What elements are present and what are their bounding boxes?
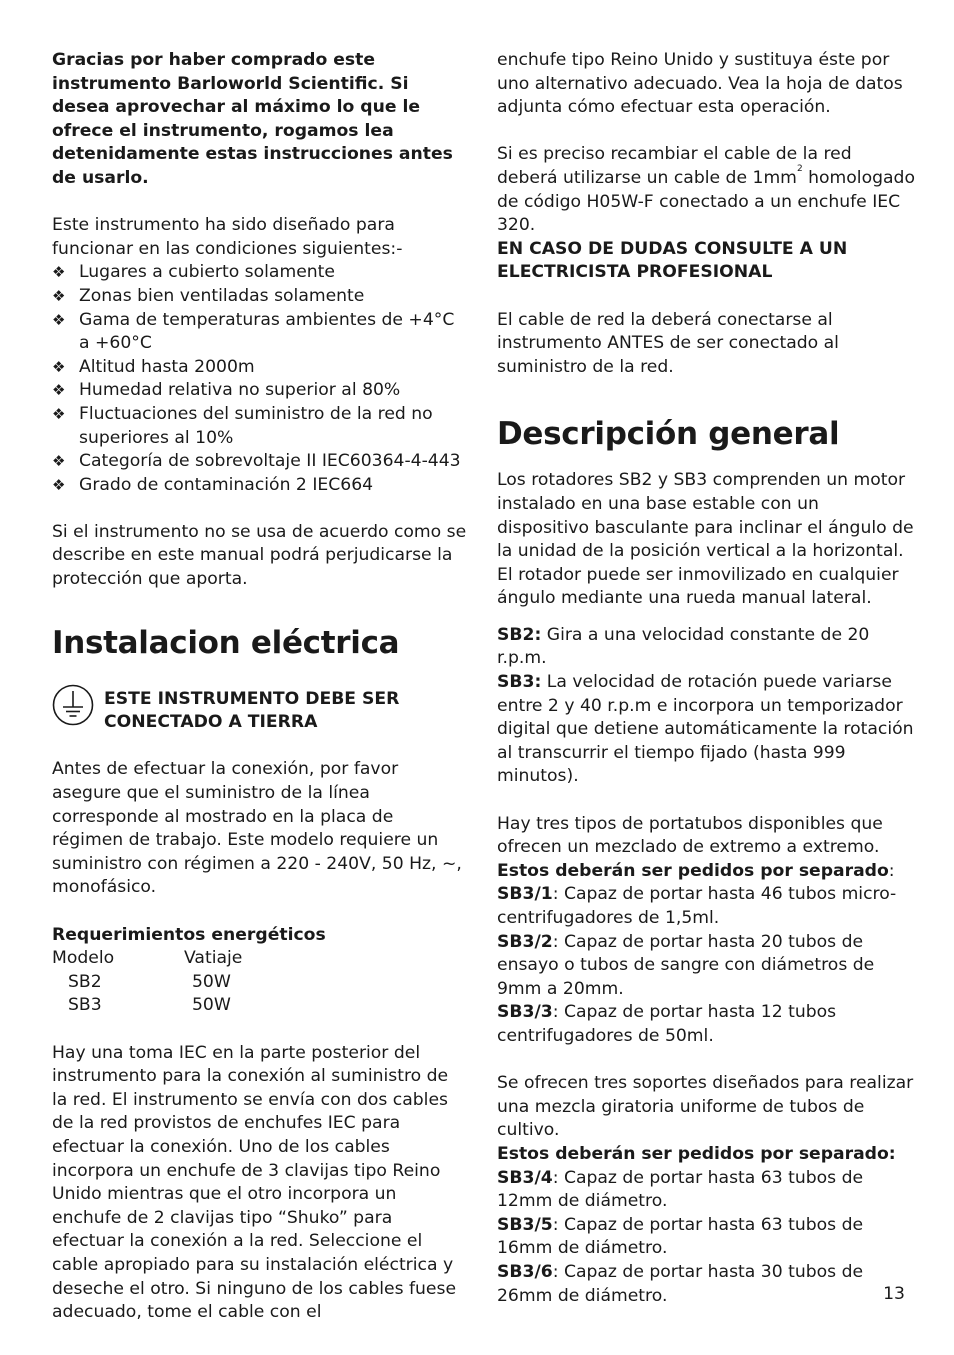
diamond-bullet-icon: ❖ [52,286,66,305]
section-title-electrical: Instalacion eléctrica [52,624,400,661]
diamond-bullet-icon: ❖ [52,404,66,423]
diamond-bullet-icon: ❖ [52,357,66,376]
ground-notice [52,688,468,735]
conditions-list [52,261,468,497]
list-item: ❖ Humedad relativa no superior al 80% [52,379,468,403]
list-item: SB3/2: Capaz de portar hasta 20 tubos de ensayo o tubos de sangre con diámetros de 9mm a 20mm. [497,931,875,999]
right-column [497,49,915,1308]
list-item: ❖ Lugares a cubierto solamente [52,261,468,285]
intro-paragraph: Gracias por haber comprado este instrumento Barloworld Scientific. Si desea aprovechar al máximo lo que le ofrece el instrumento, rogamos lea detenidamente estas instrucciones antes de usarlo. [52,50,453,188]
power-header-model: Modelo [52,948,115,969]
list-item: SB3/6: Capaz de portar hasta 30 tubos de 26mm de diámetro. [497,1261,864,1306]
diamond-bullet-icon: ❖ [52,263,66,282]
list-item: SB3/1: Capaz de portar hasta 46 tubos micro-centrifugadores de 1,5ml. [497,884,897,928]
connect-paragraph: El cable de red la deberá conectarse al instrumento ANTES de ser conectado al suministro de la red. [497,309,839,377]
power-cell-watts: 50W [192,971,231,992]
diamond-bullet-icon: ❖ [52,310,66,329]
holders-intro: Hay tres tipos de portatubos disponibles que ofrecen un mezclado de extremo a extremo. [497,813,883,858]
description-paragraph: Los rotadores SB2 y SB3 comprenden un motor instalado en una base estable con un dispositivo basculante para inclinar el ángulo de la unidad de la posición vertical a la horizontal. El rotador puede ser inmovilizado en cualquier ángulo mediante una rueda manual lateral. [497,470,914,609]
power-cell-model: SB2 [68,971,102,992]
cable-paragraph: Si es preciso recambiar el cable de la red deberá utilizarse un cable de $1mm^2$ homologado de código H05W-F conectado a un enchufe IEC 320. [497,144,915,236]
continuation-paragraph: enchufe tipo Reino Unido y sustituya éste por uno alternativo adecuado. Vea la hoja de datos adjunta cómo efectuar esta operación. [497,50,903,118]
list-item: ❖ Zonas bien ventiladas solamente [52,285,468,309]
ground-notice-text: ESTE INSTRUMENTO DEBE SER CONECTADO A TIERRA [104,688,400,733]
power-cell-model: SB3 [68,995,102,1016]
power-cell-watts: 50W [192,995,231,1016]
order-note: Estos deberán ser pedidos por separado: [497,860,895,881]
list-item: ❖ Categoría de sobrevoltaje II IEC60364-4-443 [52,450,468,474]
list-item: SB3/5: Capaz de portar hasta 63 tubos de 16mm de diámetro. [497,1214,864,1259]
sb2-line: SB2: Gira a una velocidad constante de 20 r.p.m. [497,624,870,669]
superscript: 2 [796,163,803,174]
power-table [52,947,468,1018]
page-number: 13 [883,1284,905,1304]
list-item: SB3/3: Capaz de portar hasta 12 tubos centrifugadores de 50ml. [497,1002,837,1046]
diamond-bullet-icon: ❖ [52,381,66,400]
list-item: SB3/4: Capaz de portar hasta 63 tubos de 12mm de diámetro. [497,1167,864,1212]
order-note: Estos deberán ser pedidos por separado: [497,1143,896,1164]
supports-intro: Se ofrecen tres soportes diseñados para realizar una mezcla giratoria uniforme de tubos de cultivo. [497,1073,914,1141]
diamond-bullet-icon: ❖ [52,475,66,494]
sb3-paragraph: SB3: La velocidad de rotación puede variarse entre 2 y 40 r.p.m e incorpora un temporizador digital que detiene automáticamente la rotación al transcurrir el tiempo fijado (hasta 999 minutos). [497,672,914,787]
earth-ground-icon [52,684,94,726]
section-title-description: Descripción general [497,416,840,453]
list-item: ❖ Fluctuaciones del suministro de la red no superiores al 10% [52,403,433,448]
warning-paragraph: Si el instrumento no se usa de acuerdo como se describe en este manual podrá perjudicarse la protección que aporta. [52,521,467,590]
diamond-bullet-icon: ❖ [52,452,66,471]
iec-paragraph: Hay una toma IEC en la parte posterior del instrumento para la conexión al suministro de la red. El instrumento se envía con dos cables de la red provistos de enchufes IEC para efectuar la conexión. Uno de los cables incorpora un enchufe de 3 clavijas tipo Reino Unido mientras que el otro incorpora un enchufe de 2 clavijas tipo “Shuko” para efectuar la conexión a la red. Seleccione el cable apropiado para su instalación eléctrica y deseche el otro. Si ninguno de los cables fuese adecuado, tome el cable con el [52,1042,457,1323]
list-item: ❖ Gama de temperaturas ambientes de +4°C a +60°C [52,309,455,354]
cable-warning: EN CASO DE DUDAS CONSULTE A UN ELECTRICISTA PROFESIONAL [497,238,848,283]
power-header-watts: Vatiaje [184,948,243,969]
power-requirements-title: Requerimientos energéticos [52,924,326,945]
left-column [52,49,468,1325]
list-item: ❖ Altitud hasta 2000m [52,356,468,380]
supply-paragraph: Antes de efectuar la conexión, por favor asegure que el suministro de la línea corresponde al mostrado en la placa de régimen de trabajo. Este modelo requiere un suministro con régimen a 220 - 240V, 50 Hz, ~, monofásico. [52,759,462,898]
conditions-intro: Este instrumento ha sido diseñado para funcionar en las condiciones siguientes:- [52,215,403,259]
list-item: ❖ Grado de contaminación 2 IEC664 [52,474,468,498]
